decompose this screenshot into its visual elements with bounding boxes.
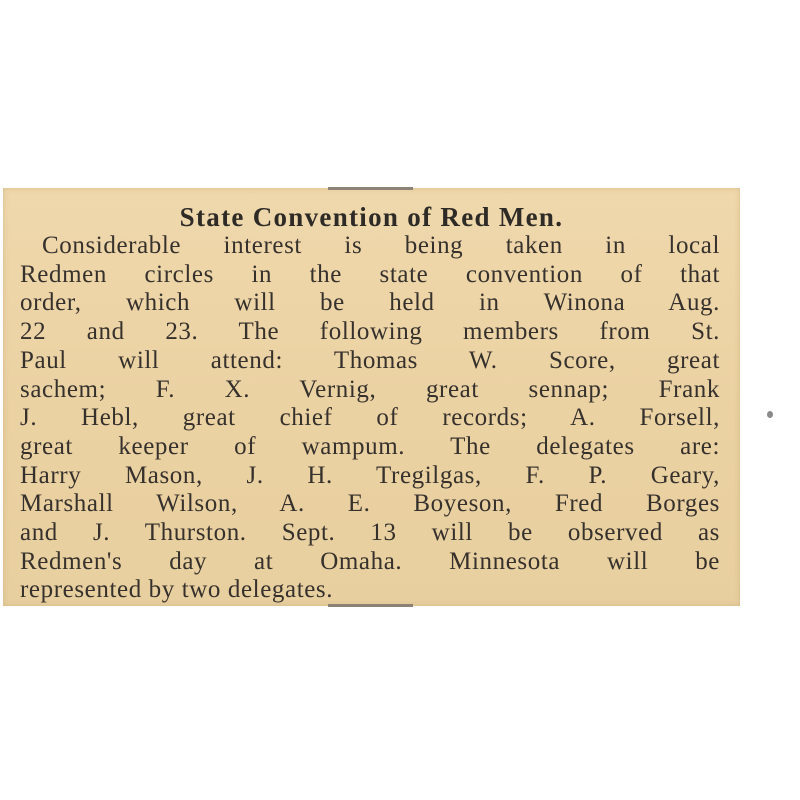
- article-line: 22 and 23. The following members from St.: [20, 318, 720, 346]
- clipping-edge-mark-top: [328, 187, 413, 190]
- article-line: sachem; F. X. Vernig, great sennap; Frank: [20, 375, 720, 403]
- article-line: Harry Mason, J. H. Tregilgas, F. P. Geary,: [20, 461, 720, 489]
- article-line: order, which will be held in Winona Aug.: [20, 289, 720, 317]
- clipping-edge-mark-bottom: [328, 604, 413, 607]
- article-line: Redmen circles in the state convention of that: [20, 260, 720, 288]
- newspaper-clipping: [3, 188, 740, 606]
- article-line: Marshall Wilson, A. E. Boyeson, Fred Borges: [20, 490, 720, 518]
- article-line: Considerable interest is being taken in local: [42, 232, 720, 259]
- article-line: and J. Thurston. Sept. 13 will be observed as: [20, 519, 720, 547]
- article-line: J. Hebl, great chief of records; A. Forsell,: [20, 404, 720, 432]
- stray-dot: [767, 411, 773, 418]
- article-line: Redmen's day at Omaha. Minnesota will be: [20, 547, 720, 575]
- article-line: represented by two delegates.: [20, 576, 334, 604]
- article-line: Paul will attend: Thomas W. Score, great: [20, 346, 720, 374]
- article-title: State Convention of Red Men.: [179, 202, 564, 232]
- article-line: great keeper of wampum. The delegates are:: [20, 432, 720, 460]
- article-body: [20, 232, 720, 605]
